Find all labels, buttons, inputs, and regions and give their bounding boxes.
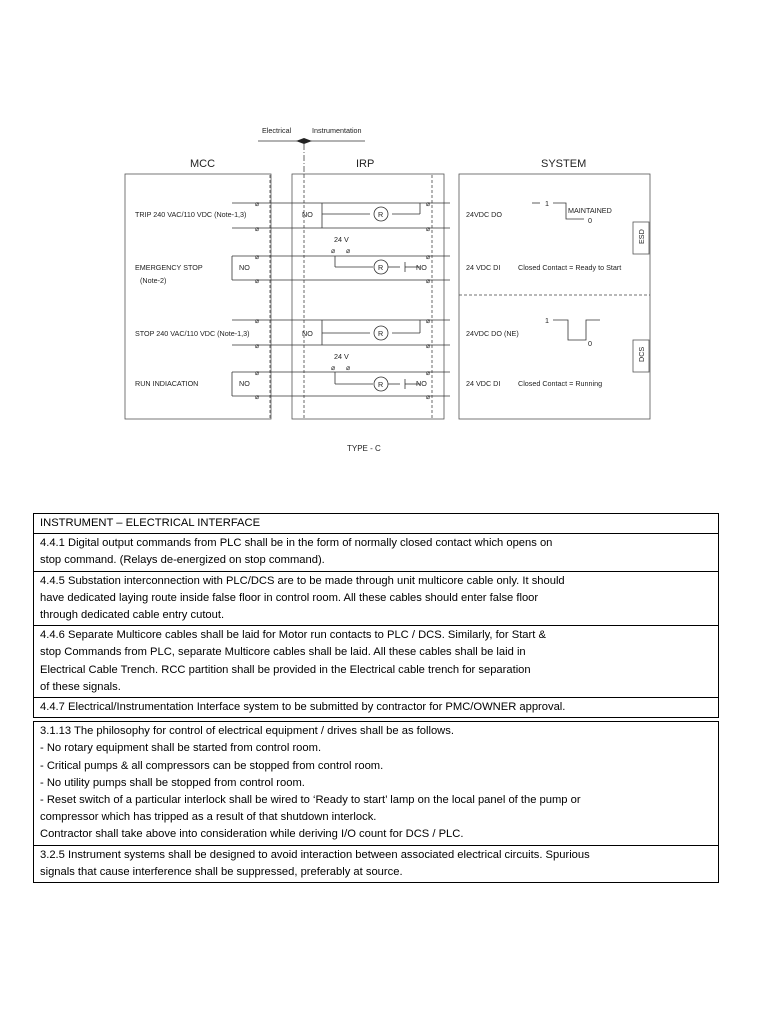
stop-system-signal: 24VDC DO (NE): [466, 329, 519, 338]
emergency-contact-no: NO: [239, 263, 250, 272]
electrical-label: Electrical: [262, 126, 292, 135]
note-4-4-1: 4.4.1 Digital output commands from PLC shall be in the form of normally closed contact which opens on stop command. (Relays de-energized on stop command).: [33, 534, 719, 571]
trip-label: TRIP 240 VAC/110 VDC (Note-1,3): [135, 210, 247, 219]
svg-text:0: 0: [588, 339, 592, 348]
emergency-system-signal: 24 VDC DI: [466, 263, 501, 272]
svg-text:⌀: ⌀: [346, 363, 351, 372]
svg-text:⌀: ⌀: [426, 276, 431, 285]
trip-contact-no: NO: [302, 210, 313, 219]
svg-text:⌀: ⌀: [426, 316, 431, 325]
trip-system-signal: 24VDC DO: [466, 210, 502, 219]
svg-text:⌀: ⌀: [331, 363, 336, 372]
svg-text:⌀: ⌀: [255, 368, 260, 377]
note-4-4-6: 4.4.6 Separate Multicore cables shall be laid for Motor run contacts to PLC / DCS. Similarly, for Start & stop Commands from PLC, separate Multicore cables shall be laid. All these cables shall be laid in Electrical Cable Trench. RCC partition shall be provided in the Electrical cable trench for separation of these signals.: [33, 626, 719, 698]
esd-tag: ESD: [637, 229, 646, 244]
note-3-1-13: 3.1.13 The philosophy for control of electrical equipment / drives shall be as follows. - No rotary equipment shall be started from control room. - Critical pumps & all compressors can be stopped from control room. - No utility pumps shall be stopped from control room. - Reset switch of a particular interlock shall be wired to ‘Ready to start’ lamp on the local panel of the pump or compressor which has tripped as a result of that shutdown interlock. Contractor shall take above into consideration while deriving I/O count for DCS / PLC.: [33, 721, 719, 845]
interface-notes-table: [33, 513, 719, 883]
svg-text:⌀: ⌀: [255, 392, 260, 401]
svg-text:⌀: ⌀: [255, 224, 260, 233]
svg-text:⌀: ⌀: [255, 276, 260, 285]
run-indication-label: RUN INDIACATION: [135, 379, 199, 388]
svg-text:⌀: ⌀: [255, 252, 260, 261]
ready-to-start-note: Closed Contact = Ready to Start: [518, 263, 622, 272]
emergency-stop-row: [135, 252, 621, 285]
svg-text:R: R: [378, 263, 384, 272]
supply-label-lower: 24 V: [334, 352, 349, 361]
svg-text:⌀: ⌀: [255, 341, 260, 350]
svg-text:1: 1: [545, 316, 549, 325]
svg-text:⌀: ⌀: [255, 199, 260, 208]
system-header: SYSTEM: [541, 158, 587, 170]
emergency-stop-label: EMERGENCY STOP: [135, 263, 203, 272]
svg-text:⌀: ⌀: [331, 246, 336, 255]
trip-row: [135, 199, 612, 233]
notes-title: INSTRUMENT – ELECTRICAL INTERFACE: [33, 513, 719, 534]
diagram-caption: TYPE - C: [347, 444, 381, 453]
run-system-signal: 24 VDC DI: [466, 379, 501, 388]
svg-text:R: R: [378, 329, 384, 338]
svg-text:⌀: ⌀: [346, 246, 351, 255]
svg-text:⌀: ⌀: [255, 316, 260, 325]
svg-text:⌀: ⌀: [426, 199, 431, 208]
run-contact-no: NO: [239, 379, 250, 388]
svg-text:⌀: ⌀: [426, 392, 431, 401]
svg-text:⌀: ⌀: [426, 224, 431, 233]
running-note: Closed Contact = Running: [518, 379, 603, 388]
run-indication-row: [135, 368, 602, 401]
stop-label: STOP 240 VAC/110 VDC (Note-1,3): [135, 329, 250, 338]
supply-label-upper: 24 V: [334, 235, 349, 244]
svg-text:⌀: ⌀: [426, 368, 431, 377]
maintained-label: MAINTAINED: [568, 206, 612, 215]
svg-text:0: 0: [588, 216, 592, 225]
note-4-4-5: 4.4.5 Substation interconnection with PLC/DCS are to be made through unit multicore cable only. It should have dedicated laying route inside false floor in control room. All these cables should enter false floor through dedicated cable entry cutout.: [33, 572, 719, 627]
mcc-header: MCC: [190, 158, 216, 170]
svg-text:1: 1: [545, 199, 549, 208]
note-3-2-5: 3.2.5 Instrument systems shall be designed to avoid interaction between associated electrical circuits. Spurious signals that cause interference shall be suppressed, preferably at source.: [33, 846, 719, 883]
instrumentation-label: Instrumentation: [312, 126, 362, 135]
svg-text:R: R: [378, 210, 384, 219]
boundary-arrow-left: [296, 138, 304, 144]
irp-header: IRP: [356, 158, 375, 170]
svg-text:⌀: ⌀: [426, 252, 431, 261]
emergency-irp-contact-no: NO: [416, 263, 427, 272]
emergency-note: (Note-2): [140, 276, 167, 285]
dcs-tag: DCS: [637, 346, 646, 362]
note-4-4-7: 4.4.7 Electrical/Instrumentation Interface system to be submitted by contractor for PMC/OWNER approval.: [33, 698, 719, 718]
stop-contact-no: NO: [302, 329, 313, 338]
wiring-diagram: [0, 0, 768, 500]
stop-row: [135, 316, 600, 350]
boundary-arrow-right: [304, 138, 312, 144]
svg-text:R: R: [378, 380, 384, 389]
svg-text:⌀: ⌀: [426, 341, 431, 350]
run-irp-contact-no: NO: [416, 379, 427, 388]
